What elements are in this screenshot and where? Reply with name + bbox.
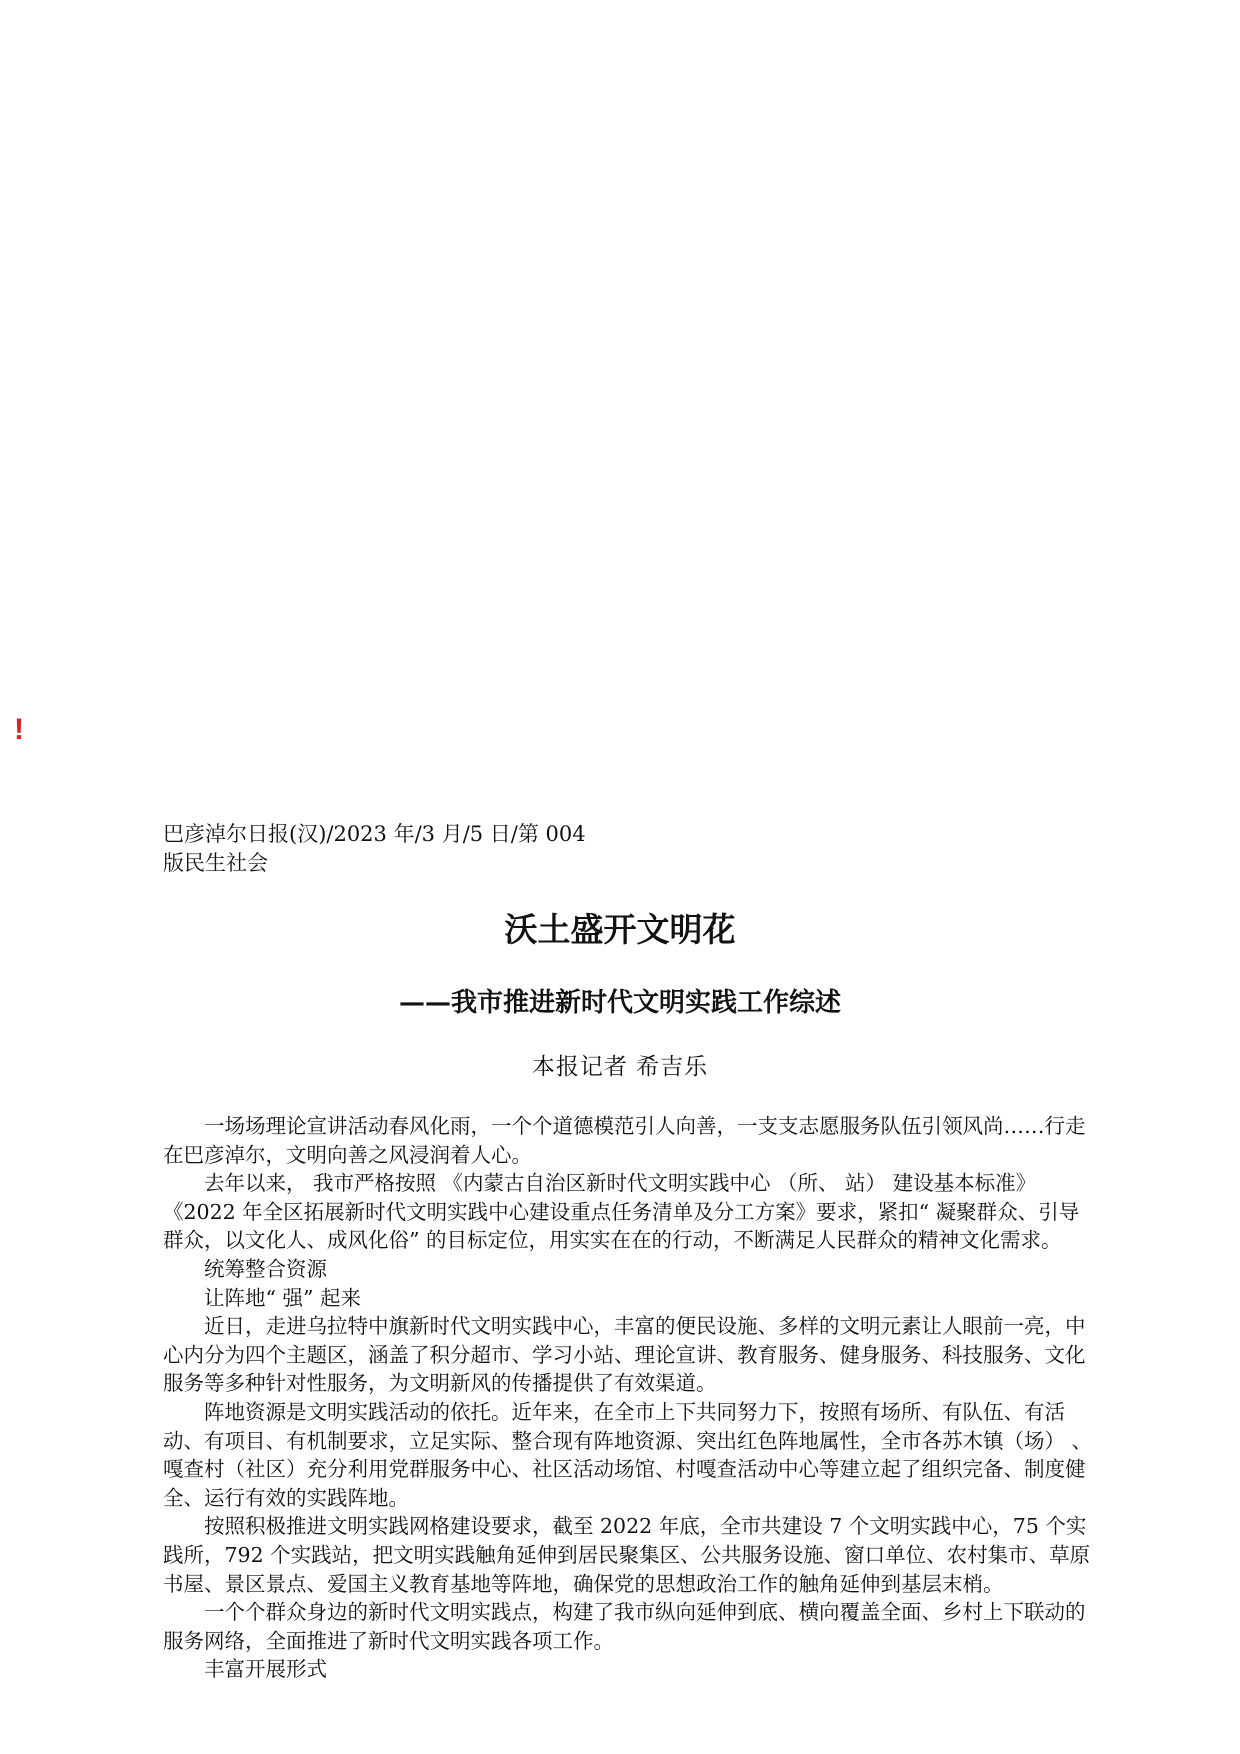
- source-line: 巴彦淖尔日报(汉)/2023 年/3 月/5 日/第 004: [163, 822, 586, 846]
- paragraph: 阵地资源是文明实践活动的依托。近年来，在全市上下共同努力下，按照有场所、有队伍、有活动、有项目、有机制要求，立足实际、整合现有阵地资源、突出红色阵地属性，全市各苏木镇（场） 、嘎查村（社区）充分利用党群服务中心、社区活动场馆、村嘎查活动中心等建立起了组织完备、制度健全、运行有效的实践阵地。: [163, 1399, 1093, 1510]
- paragraph: 去年以来， 我市严格按照 《内蒙古自治区新时代文明实践中心 （所、 站） 建设基本标准》《2022 年全区拓展新时代文明实践中心建设重点任务清单及分工方案》要求，紧扣“ 凝聚群众、引导群众，以文化人、成风化俗” 的目标定位，用实实在在的行动，不断满足人民群众的精神文化需求。: [163, 1171, 1080, 1253]
- byline: 本报记者 希吉乐: [531, 1054, 709, 1080]
- red-exclamation-mark: !: [14, 713, 24, 746]
- article-title: 沃土盛开文明花: [504, 910, 736, 949]
- paragraph: 按照积极推进文明实践网格建设要求，截至 2022 年底，全市共建设 7 个文明实践中心，75 个实践所，792 个实践站，把文明实践触角延伸到居民聚集区、公共服务设施、窗口单位、农村集市、草原书屋、景区景点、爱国主义教育基地等阵地，确保党的思想政治工作的触角延伸到基层末梢。: [163, 1514, 1091, 1596]
- section-heading: 让阵地“ 强” 起来: [204, 1285, 361, 1310]
- paragraph: 一个个群众身边的新时代文明实践点，构建了我市纵向延伸到底、横向覆盖全面、乡村上下联动的服务网络，全面推进了新时代文明实践各项工作。: [163, 1600, 1086, 1653]
- article-body: [163, 1112, 1093, 1684]
- section-heading: 丰富开展形式: [204, 1657, 327, 1682]
- article-subtitle: ——我市推进新时代文明实践工作综述: [398, 988, 841, 1018]
- section-heading: 统筹整合资源: [204, 1256, 327, 1281]
- source-info: [163, 820, 763, 878]
- paragraph: 近日，走进乌拉特中旗新时代文明实践中心，丰富的便民设施、多样的文明元素让人眼前一亮，中心内分为四个主题区，涵盖了积分超市、学习小站、理论宣讲、教育服务、健身服务、科技服务、文化服务等多种针对性服务，为文明新风的传播提供了有效渠道。: [163, 1314, 1086, 1396]
- source-line: 版民生社会: [163, 851, 268, 875]
- paragraph: 一场场理论宣讲活动春风化雨，一个个道德模范引人向善，一支支志愿服务队伍引领风尚……行走在巴彦淖尔，文明向善之风浸润着人心。: [163, 1114, 1086, 1167]
